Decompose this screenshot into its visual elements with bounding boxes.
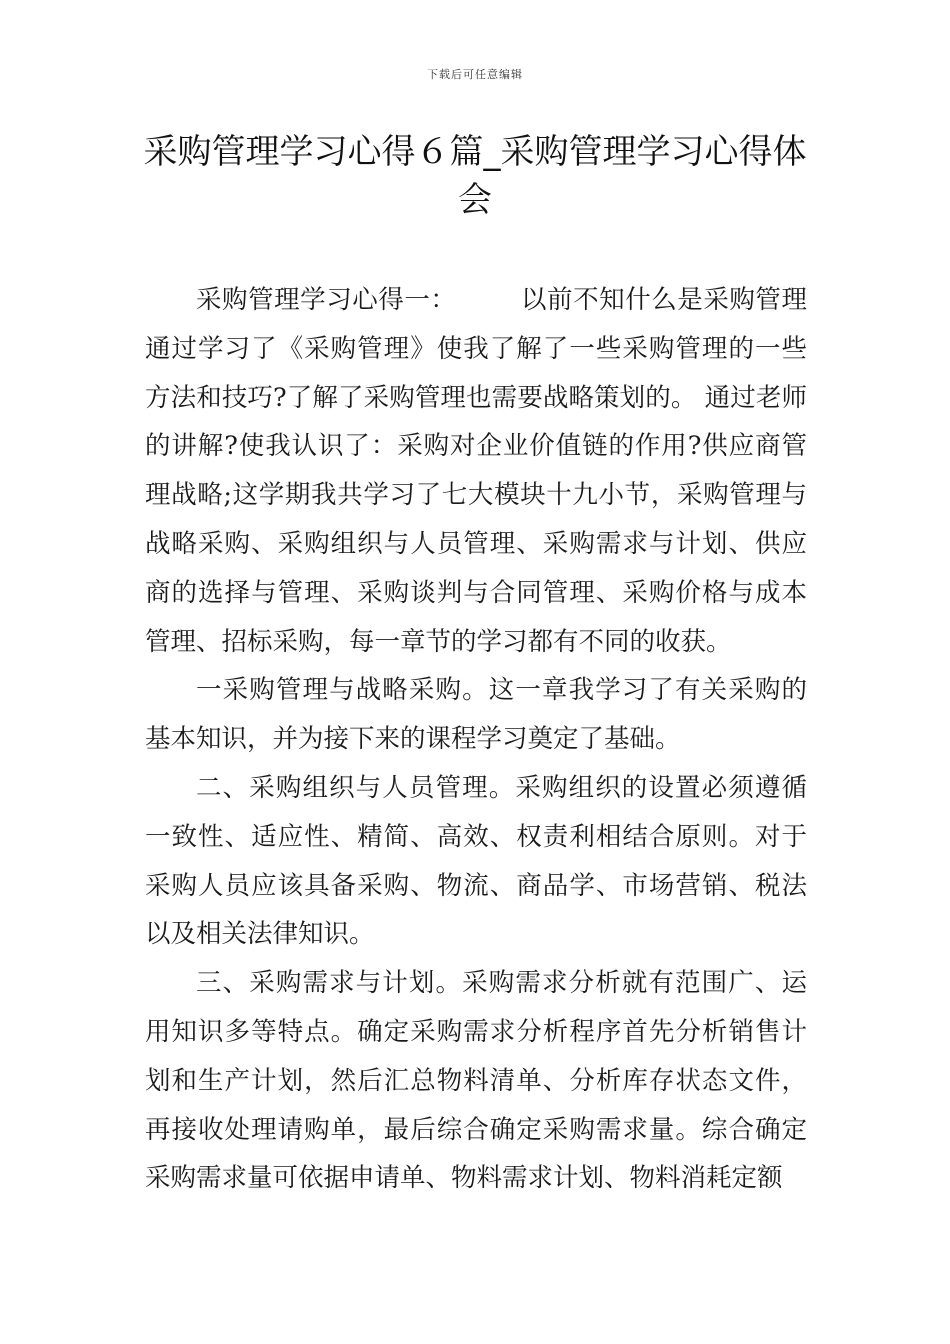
paragraph-1: [145, 276, 807, 666]
document-title: 采购管理学习心得６篇_采购管理学习心得体会: [143, 132, 807, 220]
paragraph-1-text: 以前不知什么是采购管理通过学习了《采购管理》使我了解了一些采购管理的一些方法和技巧?了解了采购管理也需要战略策划的。 通过老师的讲解?使我认识了：采购对企业价值链的作用?供应商管理战略;这学期我共学习了七大模块十九小节，采购管理与战略采购、采购组织与人员管理、采购需求与计划、供应商的选择与管理、采购谈判与合同管理、采购价格与成本管理、招标采购，每一章节的学习都有不同的收获。: [145, 285, 807, 657]
paragraph-1-label: 采购管理学习心得一：: [196, 285, 457, 315]
paragraph-4: 三、采购需求与计划。采购需求分析就有范围广、运用知识多等特点。确定采购需求分析程序首先分析销售计划和生产计划，然后汇总物料清单、分析库存状态文件，再接收处理请购单，最后综合确定采购需求量。综合确定采购需求量可依据申请单、物料需求计划、物料消耗定额: [145, 968, 807, 1194]
paragraph-3: 二、采购组织与人员管理。采购组织的设置必须遵循一致性、适应性、精简、高效、权责利相结合原则。对于采购人员应该具备采购、物流、商品学、市场营销、税法以及相关法律知识。: [145, 772, 807, 950]
header-note: 下载后可任意编辑: [427, 68, 523, 81]
document-body: [145, 276, 807, 1203]
paragraph-2: 一采购管理与战略采购。这一章我学习了有关采购的基本知识，并为接下来的课程学习奠定了基础。: [145, 675, 807, 755]
